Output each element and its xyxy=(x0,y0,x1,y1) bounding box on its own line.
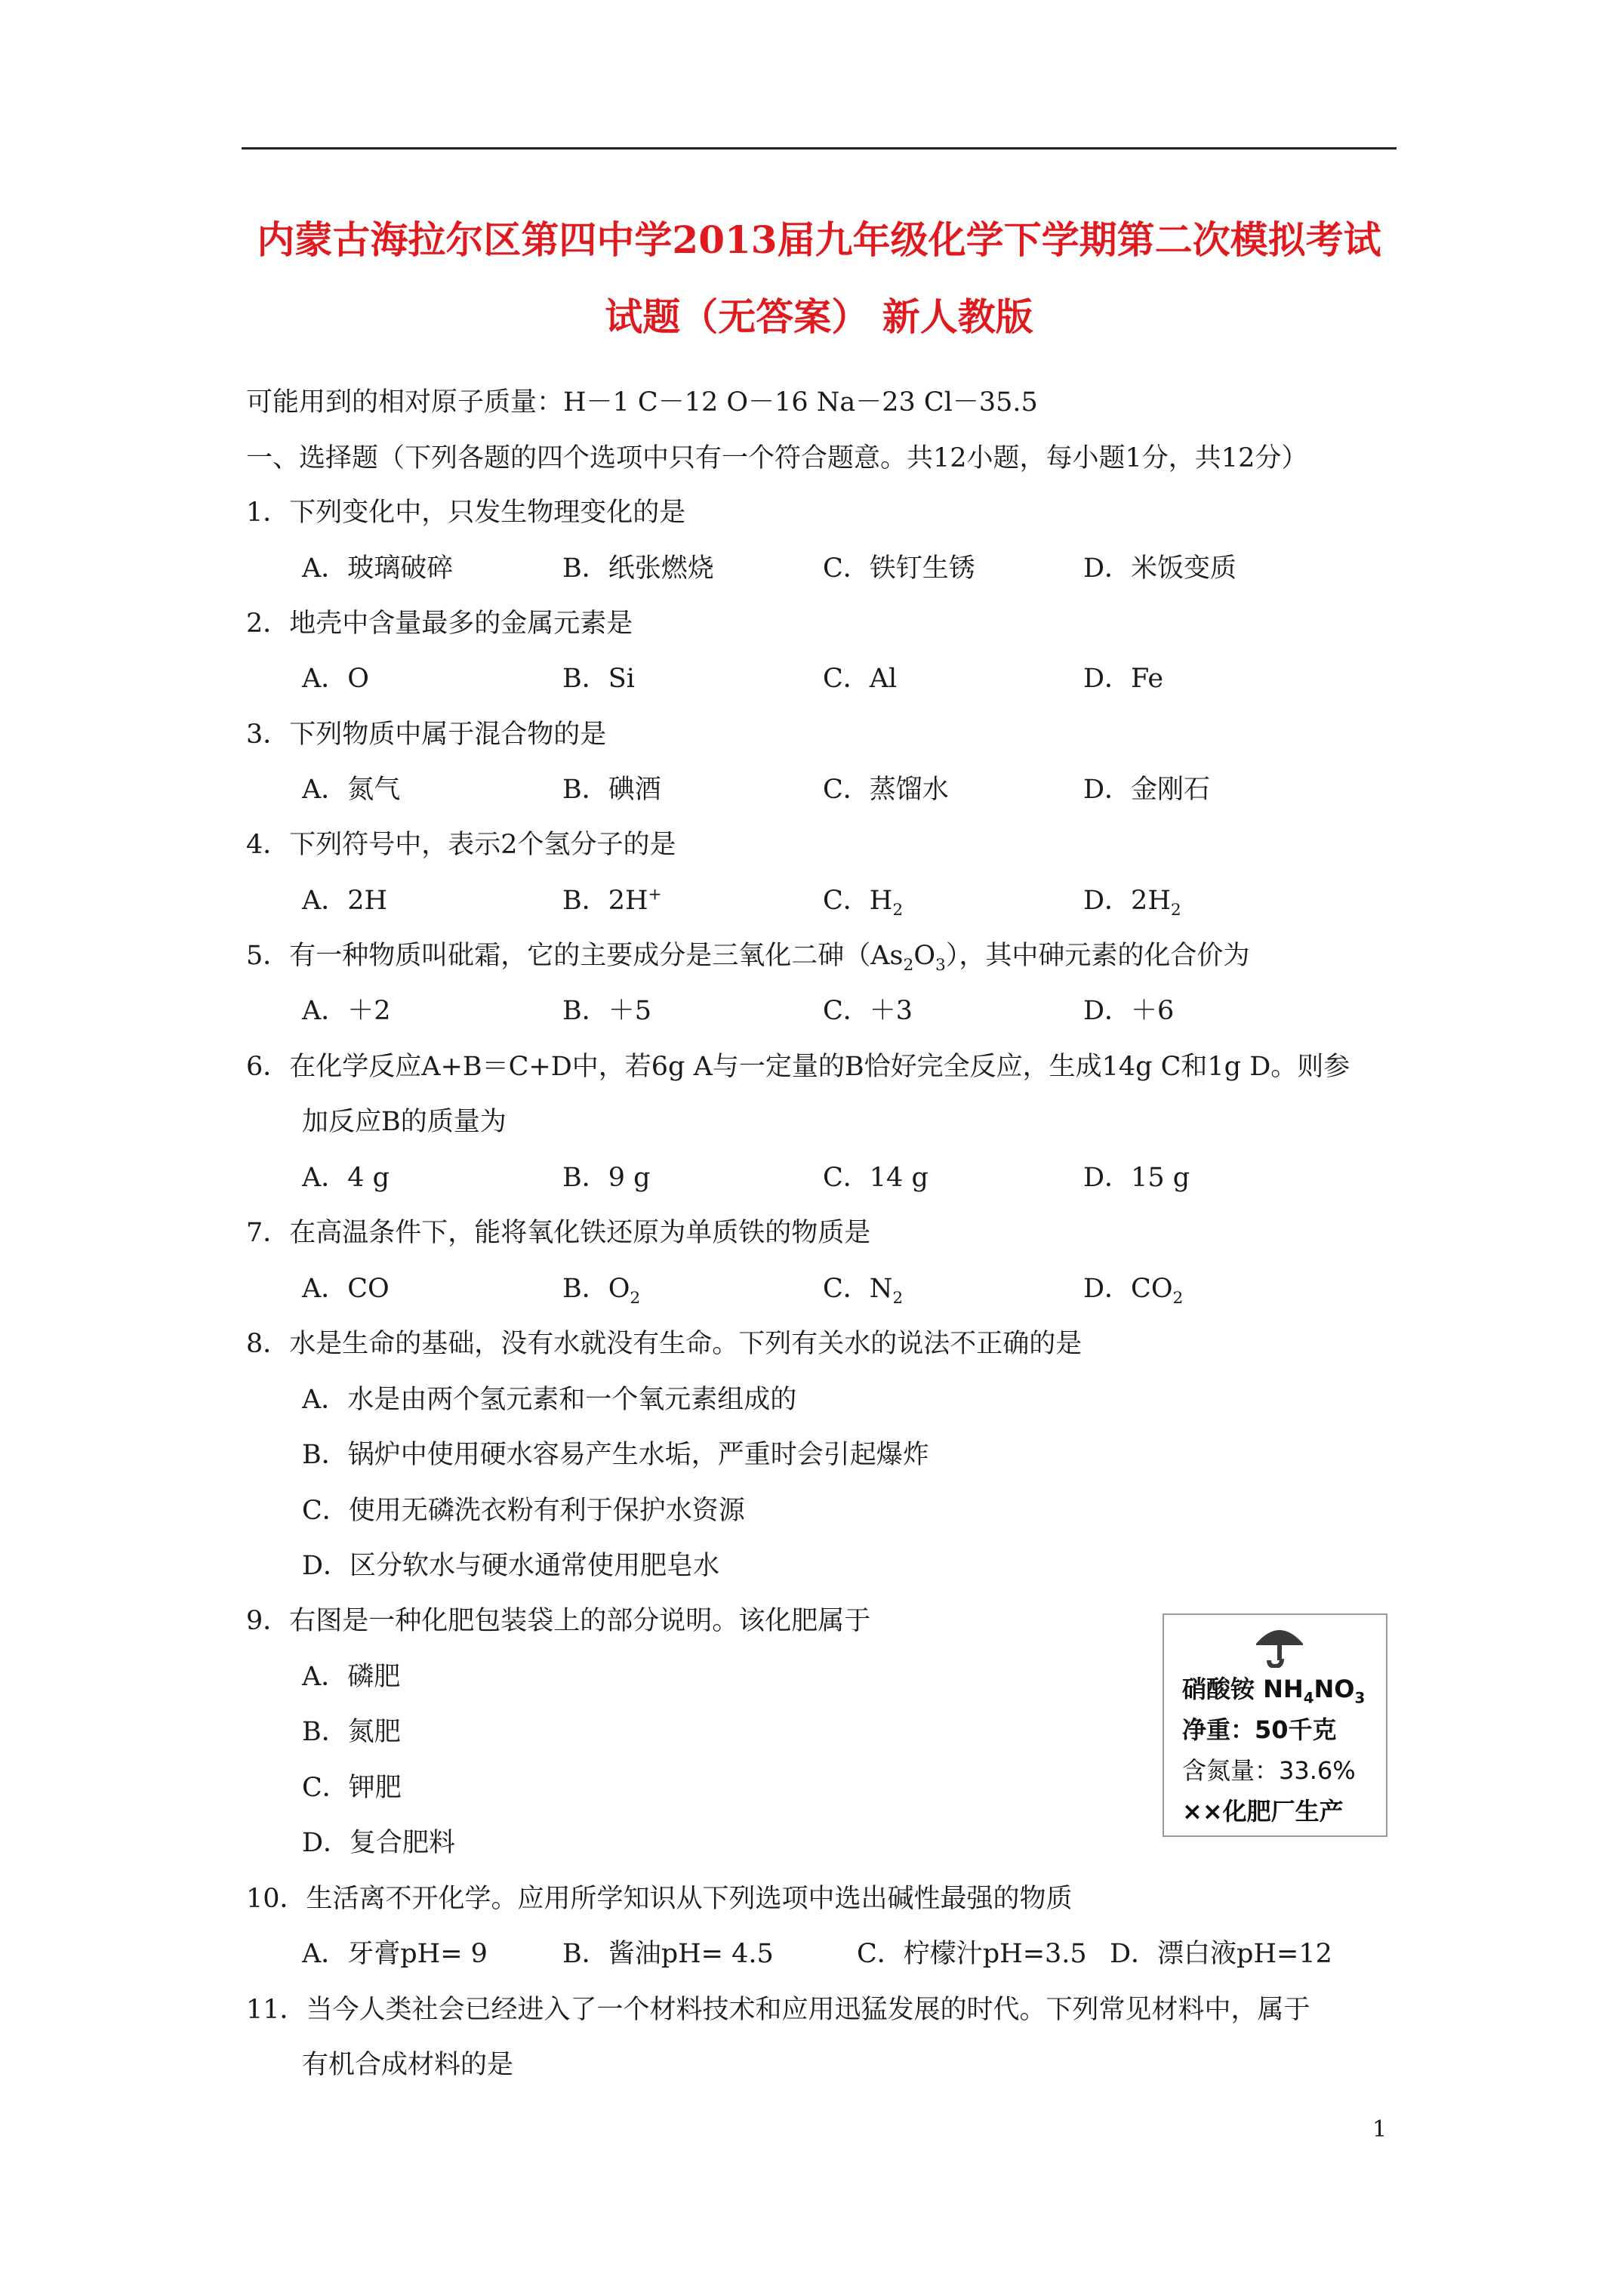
section-heading: 一、选择题（下列各题的四个选项中只有一个符合题意。共12小题，每小题1分，共12分） xyxy=(246,443,1308,473)
option-a: A．2H xyxy=(302,886,388,916)
question-text: 地壳中含量最多的金属元素是 xyxy=(289,609,633,639)
question-number: 6． xyxy=(246,1052,290,1082)
question-number: 4． xyxy=(246,830,290,860)
atomic-masses: 可能用到的相对原子质量：H－1 C－12 O－16 Na－23 Cl－35.5 xyxy=(246,387,1038,418)
question-8 xyxy=(246,1327,1082,1361)
option-b: B．碘酒 xyxy=(562,775,661,805)
fertilizer-net-weight: 净重：50千克 xyxy=(1182,1715,1337,1744)
fertilizer-name: 硝酸铵 $NH_4NO_3$ xyxy=(1182,1675,1366,1707)
option-a: A．氮气 xyxy=(302,775,401,805)
question-3 xyxy=(246,717,606,752)
option-d: D．区分软水与硬水通常使用肥皂水 xyxy=(302,1551,720,1581)
question-text: 水是生命的基础，没有水就没有生命。下列有关水的说法不正确的是 xyxy=(289,1329,1083,1359)
page-number: 1 xyxy=(1372,2116,1387,2143)
doc-title-line1: 内蒙古海拉尔区第四中学2013届九年级化学下学期第二次模拟考试 xyxy=(257,217,1381,262)
header-rule xyxy=(242,147,1397,149)
option-d: D．$2H_2$ xyxy=(1083,886,1181,920)
option-b: B．2H+ xyxy=(562,885,662,916)
question-text: 右图是一种化肥包装袋上的部分说明。该化肥属于 xyxy=(289,1606,871,1636)
question-text: 下列符号中，表示2个氢分子的是 xyxy=(289,830,676,860)
option-d: D．$CO_2$ xyxy=(1083,1274,1184,1308)
option-d: D．15 g xyxy=(1083,1163,1190,1193)
question-number: 1． xyxy=(246,498,290,528)
option-d: D．Fe xyxy=(1083,664,1164,694)
question-number: 2． xyxy=(246,609,290,639)
option-b: B．Si xyxy=(562,664,635,694)
option-a: A．CO xyxy=(302,1274,390,1304)
question-11-continued: 有机合成材料的是 xyxy=(302,2050,514,2080)
question-11 xyxy=(246,1992,1310,2027)
option-d: D．＋6 xyxy=(1083,996,1175,1026)
option-c: C．$H_2$ xyxy=(823,886,904,920)
question-9 xyxy=(246,1604,870,1638)
option-c: C．$N_2$ xyxy=(823,1274,904,1308)
question-number: 8． xyxy=(246,1329,290,1359)
question-text: 生活离不开化学。应用所学知识从下列选项中选出碱性最强的物质 xyxy=(306,1884,1073,1914)
option-c: C．Al xyxy=(823,664,898,694)
option-c: C．使用无磷洗衣粉有利于保护水资源 xyxy=(302,1496,745,1526)
option-a: A．＋2 xyxy=(302,996,391,1026)
option-b: B．氮肥 xyxy=(302,1717,401,1747)
question-5: 5．有一种物质叫砒霜，它的主要成分是三氧化二砷$(As_2O_3)$，其中砷元素的化合价为 xyxy=(246,941,1250,975)
question-2 xyxy=(246,606,633,641)
fertilizer-label xyxy=(1163,1613,1387,1837)
umbrella-icon xyxy=(1253,1621,1306,1668)
option-c: C．铁钉生锈 xyxy=(823,553,975,584)
question-number: 3． xyxy=(246,720,290,750)
option-a: A．O xyxy=(302,664,369,694)
option-c: C．＋3 xyxy=(823,996,913,1026)
option-c: C．柠檬汁pH=3.5 xyxy=(857,1939,1087,1969)
question-number: 9． xyxy=(246,1606,290,1636)
option-b: B．$O_2$ xyxy=(562,1274,641,1308)
question-text: 在高温条件下，能将氧化铁还原为单质铁的物质是 xyxy=(289,1218,871,1248)
option-d: D．米饭变质 xyxy=(1083,553,1237,584)
question-text: 当今人类社会已经进入了一个材料技术和应用迅猛发展的时代。下列常见材料中，属于 xyxy=(306,1995,1310,2025)
question-1 xyxy=(246,495,685,530)
question-number: 7． xyxy=(246,1218,290,1248)
option-b: B．纸张燃烧 xyxy=(562,553,714,584)
question-text: 下列变化中，只发生物理变化的是 xyxy=(289,498,686,528)
question-6 xyxy=(246,1049,1350,1084)
question-number: 11． xyxy=(246,1995,306,2025)
question-6-continued: 加反应B的质量为 xyxy=(302,1107,507,1137)
option-d: D．复合肥料 xyxy=(302,1828,456,1858)
option-c: C．蒸馏水 xyxy=(823,775,949,805)
question-10 xyxy=(246,1881,1073,1916)
question-7 xyxy=(246,1216,870,1250)
question-text: 下列物质中属于混合物的是 xyxy=(289,720,607,750)
option-c: C．钾肥 xyxy=(302,1773,402,1803)
option-c: C．14 g xyxy=(823,1163,929,1193)
question-number: 10． xyxy=(246,1884,306,1914)
option-b: B．酱油pH= 4.5 xyxy=(562,1939,774,1969)
doc-title-line2: 试题（无答案） 新人教版 xyxy=(605,294,1033,339)
option-b: B．＋5 xyxy=(562,996,651,1026)
fertilizer-maker: ××化肥厂生产 xyxy=(1182,1797,1344,1826)
option-a: A．水是由两个氢元素和一个氧元素组成的 xyxy=(302,1385,797,1415)
option-b: B．锅炉中使用硬水容易产生水垢，严重时会引起爆炸 xyxy=(302,1440,929,1470)
option-d: D．漂白液pH=12 xyxy=(1110,1939,1332,1969)
option-a: A．玻璃破碎 xyxy=(302,553,454,584)
option-d: D．金刚石 xyxy=(1083,775,1211,805)
option-b: B．9 g xyxy=(562,1163,651,1193)
option-a: A．4 g xyxy=(302,1163,390,1193)
fertilizer-nitrogen: 含氮量：33.6% xyxy=(1182,1756,1356,1785)
question-text: 在化学反应A+B＝C+D中，若6g A与一定量的B恰好完全反应，生成14g C和1g D。则参 xyxy=(289,1052,1350,1082)
question-number: 5． xyxy=(246,941,290,971)
question-4 xyxy=(246,827,676,862)
option-a: A．磷肥 xyxy=(302,1662,401,1692)
option-a: A．牙膏pH= 9 xyxy=(302,1939,488,1969)
